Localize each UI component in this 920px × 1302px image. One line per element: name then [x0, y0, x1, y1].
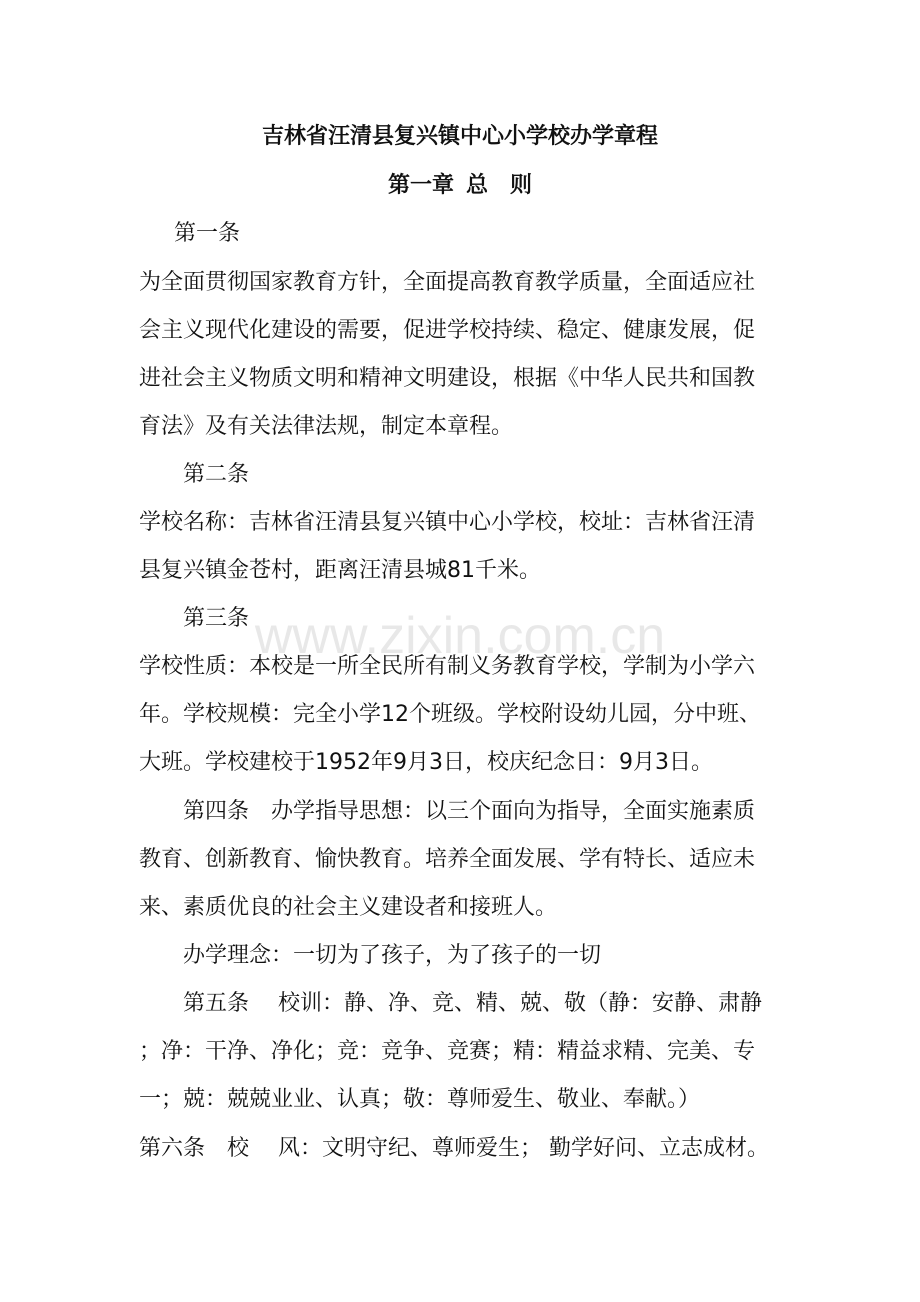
paragraph-line: 一；兢：兢兢业业、认真；敬：尊师爱生、敬业、奉献。） [139, 1087, 701, 1112]
paragraph-line: 育法》及有关法律法规，制定本章程。 [139, 414, 514, 439]
watermark: www.zixin.com.cn [254, 607, 666, 665]
chapter-heading [0, 170, 920, 202]
paragraph-line: 来、素质优良的社会主义建设者和接班人。 [139, 895, 558, 920]
paragraph-line: 教育、创新教育、愉快教育。培养全面发展、学有特长、适应未 [139, 847, 756, 872]
paragraph-line: 为全面贯彻国家教育方针，全面提高教育教学质量，全面适应社 [139, 270, 756, 295]
paragraph-line: 学校名称：吉林省汪清县复兴镇中心小学校，校址：吉林省汪清 [139, 510, 756, 535]
chapter-word-1: 总 [465, 173, 488, 198]
document-title: 吉林省汪清县复兴镇中心小学校办学章程 [261, 124, 658, 149]
article-1-heading: 第一条 [174, 221, 241, 246]
article-5-line: 第五条 校训：静、净、竞、精、兢、敬（静：安静、肃静 [183, 991, 762, 1016]
school-philosophy: 办学理念：一切为了孩子，为了孩子的一切 [183, 943, 602, 968]
paragraph-line: 会主义现代化建设的需要，促进学校持续、稳定、健康发展，促 [139, 318, 756, 343]
paragraph-line: 学校性质：本校是一所全民所有制义务教育学校，学制为小学六 [139, 654, 756, 679]
article-4-line: 第四条 办学指导思想：以三个面向为指导，全面实施素质 [183, 799, 756, 824]
article-3-heading: 第三条 [183, 606, 250, 631]
chapter-number: 第一章 [387, 173, 454, 198]
chapter-word-2: 则 [510, 173, 533, 198]
paragraph-line: 进社会主义物质文明和精神文明建设，根据《中华人民共和国教 [139, 366, 756, 391]
paragraph-line: 年。学校规模：完全小学12个班级。学校附设幼儿园，分中班、 [139, 702, 761, 727]
paragraph-line: 大班。学校建校于1952年9月3日，校庆纪念日：9月3日。 [139, 750, 713, 775]
article-6-line: 第六条 校 风：文明守纪、尊师爱生； 勤学好问、立志成材。 [139, 1136, 769, 1161]
paragraph-line: ；净：干净、净化；竞：竞争、竞赛；精：精益求精、完美、专 [139, 1039, 756, 1064]
article-2-heading: 第二条 [183, 462, 250, 487]
paragraph-line: 县复兴镇金苍村，距离汪清县城81千米。 [139, 558, 541, 583]
